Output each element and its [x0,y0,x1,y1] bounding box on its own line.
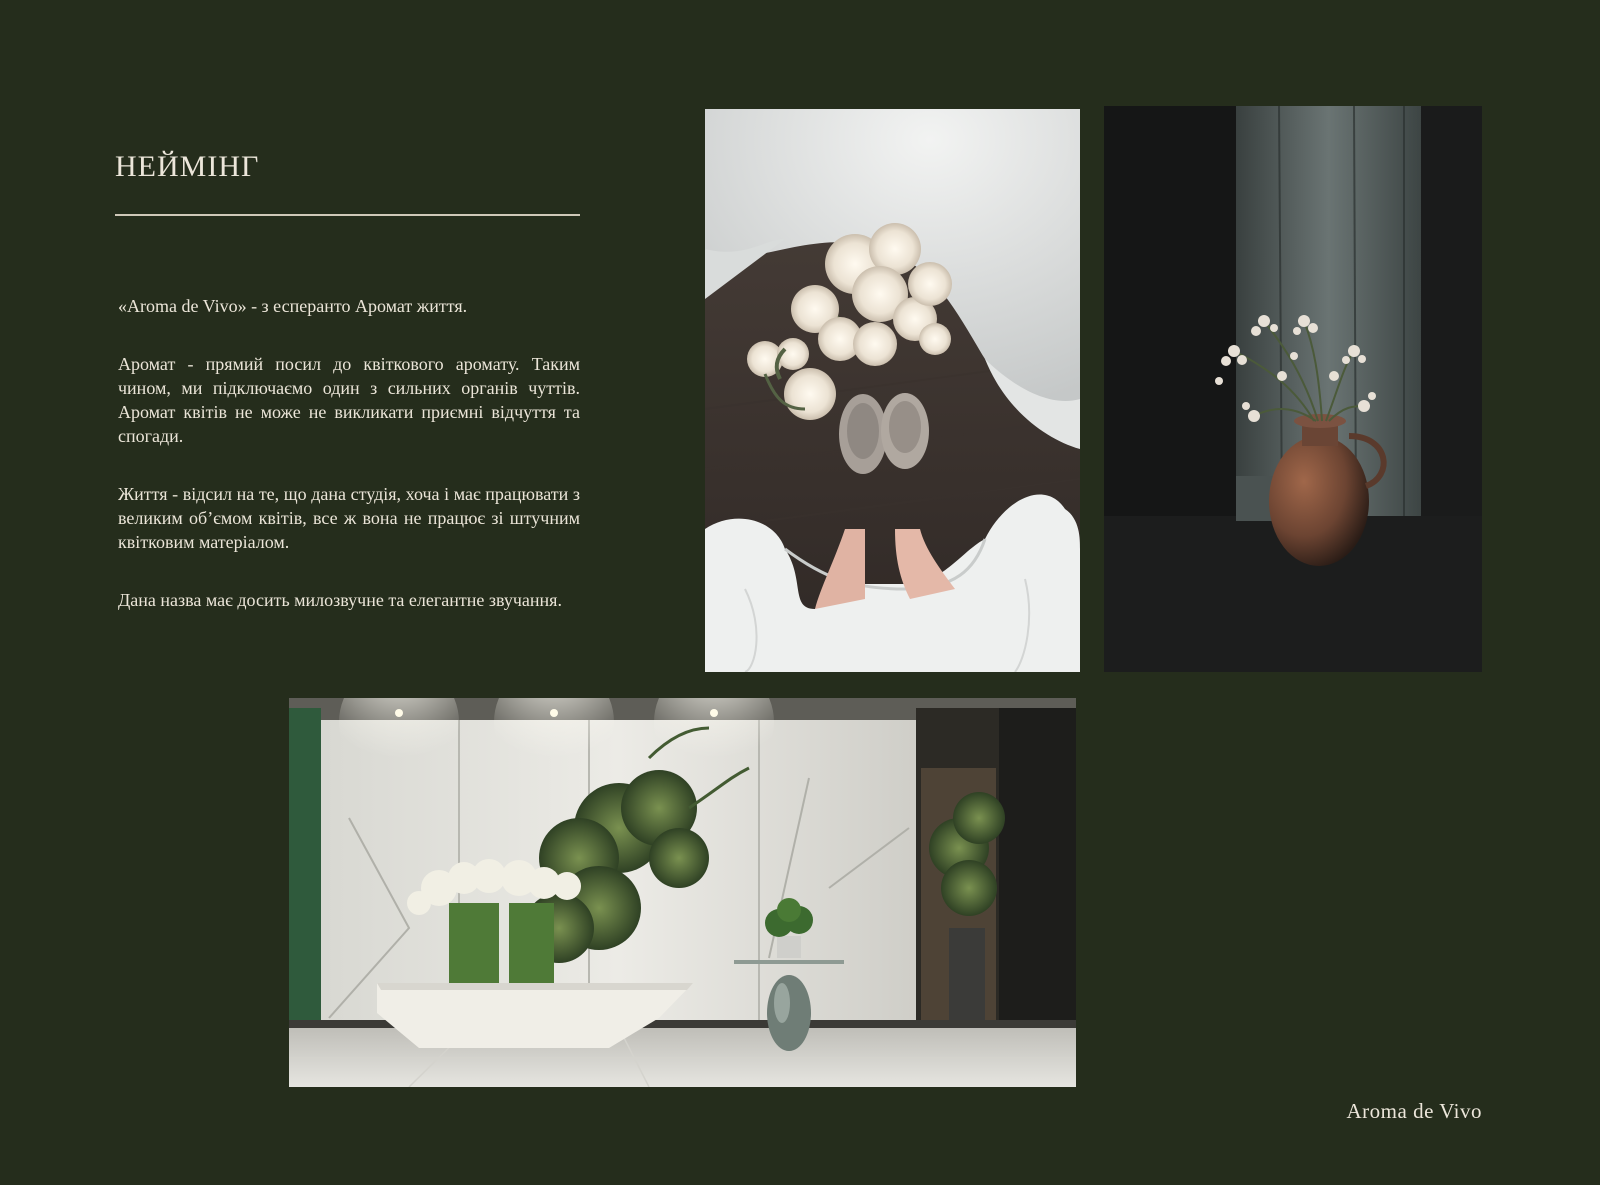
peony-bouquet-photo [705,109,1080,672]
lobby-interior-photo [289,698,1076,1087]
title-divider [115,214,580,216]
brand-name: Aroma de Vivo [1346,1099,1482,1123]
naming-description [118,294,580,646]
vase-with-flowers-photo [1104,106,1482,672]
paragraph-intro: «Aroma de Vivo» - з есперанто Аромат життя. [118,296,468,316]
paragraph-life: Життя - відсил на те, що дана студія, хоча і має працювати з великим об’ємом квітів, все ж вона не працює зі штучним квітковим матеріалом. [118,484,580,552]
page-title: НЕЙМІНГ [115,150,260,183]
paragraph-sound: Дана назва має досить милозвучне та елегантне звучання. [118,590,562,610]
paragraph-aroma: Аромат - прямий посил до квіткового аромату. Таким чином, ми підключаємо один з сильних органів чуттів. Аромат квітів не може не викликати приємні відчуття та спогади. [118,354,580,446]
